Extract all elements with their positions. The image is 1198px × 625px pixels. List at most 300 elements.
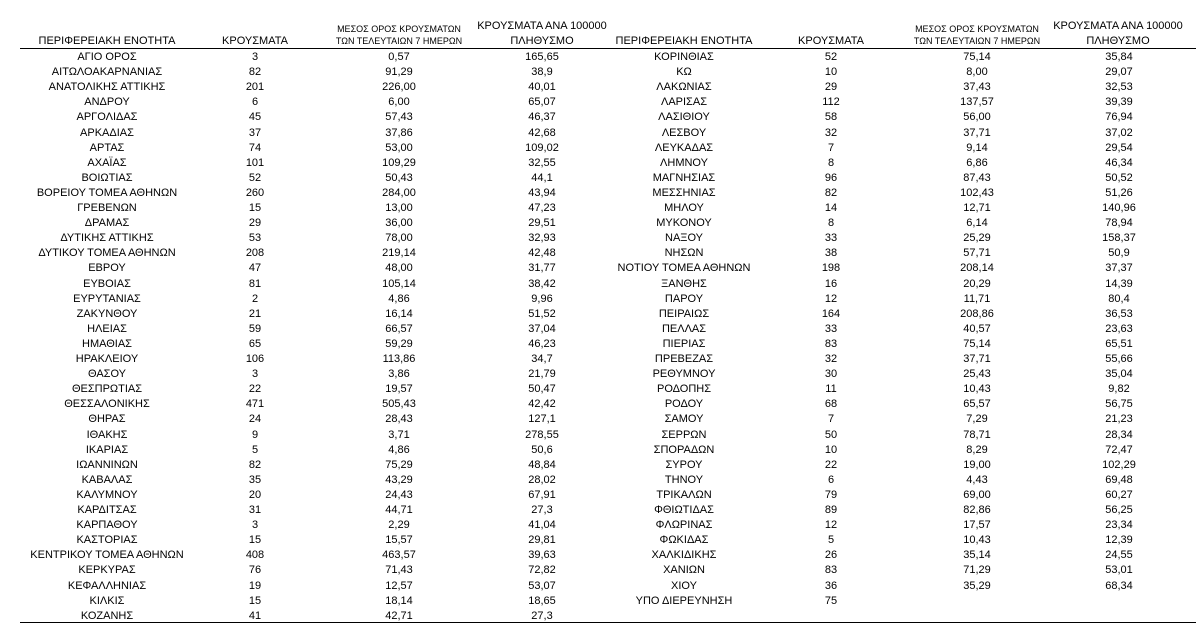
left-cell-region: ΘΗΡΑΣ xyxy=(88,413,126,426)
left-cell-region: ΚΑΣΤΟΡΙΑΣ xyxy=(76,534,138,547)
table-row xyxy=(0,337,1198,352)
right-cell-cases: 16 xyxy=(824,277,838,290)
left-cell-per100k: 38,9 xyxy=(531,66,553,79)
right-cell-avg7d: 71,29 xyxy=(963,564,991,577)
left-cell-region: ΗΡΑΚΛΕΙΟΥ xyxy=(75,353,139,365)
right-cell-region: ΦΛΩΡΙΝΑΣ xyxy=(655,519,713,532)
left-cell-avg7d: 4,86 xyxy=(388,443,410,456)
right-cell-avg7d: 35,14 xyxy=(963,549,991,562)
left-cell-region: ΗΛΕΙΑΣ xyxy=(87,322,127,335)
left-cell-per100k: 41,04 xyxy=(528,519,556,532)
right-cell-region: ΣΥΡΟΥ xyxy=(665,458,703,471)
right-cell-avg7d: 12,71 xyxy=(963,202,991,214)
left-cell-avg7d: 2,29 xyxy=(388,519,410,532)
left-cell-per100k: 46,37 xyxy=(528,111,556,124)
left-cell-per100k: 42,48 xyxy=(528,247,556,260)
left-cell-cases: 5 xyxy=(251,443,259,456)
left-cell-cases: 101 xyxy=(245,156,265,169)
left-header-avg-line2: ΤΩΝ ΤΕΛΕΥΤΑΙΩΝ 7 ΗΜΕΡΩΝ xyxy=(335,36,463,46)
left-cell-cases: 260 xyxy=(245,186,265,199)
right-cell-avg7d: 19,00 xyxy=(963,458,991,471)
left-cell-per100k: 165,65 xyxy=(525,51,559,63)
left-cell-region: ΚΕΡΚΥΡΑΣ xyxy=(78,564,136,577)
left-cell-region: ΑΡΚΑΔΙΑΣ xyxy=(80,126,134,139)
right-cell-cases: 52 xyxy=(824,51,838,63)
right-cell-per100k: 23,63 xyxy=(1105,322,1133,335)
right-cell-region: ΣΑΜΟΥ xyxy=(664,413,704,426)
left-cell-cases: 31 xyxy=(248,504,262,516)
right-cell-avg7d: 37,71 xyxy=(963,126,991,139)
left-cell-region: ΘΕΣΠΡΩΤΙΑΣ xyxy=(71,383,143,396)
right-cell-avg7d: 4,43 xyxy=(966,473,988,486)
right-cell-cases: 112 xyxy=(822,96,840,109)
left-cell-avg7d: 463,57 xyxy=(382,549,416,562)
right-cell-cases: 8 xyxy=(827,156,835,169)
right-cell-region: ΛΕΣΒΟΥ xyxy=(661,126,707,139)
table-row xyxy=(0,397,1198,412)
right-cell-cases: 11 xyxy=(825,383,837,396)
left-header-avg-line1: ΜΕΣΟΣ ΟΡΟΣ ΚΡΟΥΣΜΑΤΩΝ xyxy=(337,24,461,34)
right-cell-per100k: 140,96 xyxy=(1102,202,1136,214)
right-cell-cases: 32 xyxy=(824,126,838,139)
left-cell-avg7d: 0,57 xyxy=(388,51,410,63)
right-cell-cases: 58 xyxy=(824,111,838,124)
left-cell-region: ΑΡΤΑΣ xyxy=(89,141,125,154)
right-cell-avg7d: 65,57 xyxy=(963,398,991,411)
left-cell-per100k: 32,55 xyxy=(528,156,556,169)
left-cell-cases: 81 xyxy=(248,277,262,290)
right-cell-avg7d: 208,86 xyxy=(960,307,994,320)
left-cell-per100k: 42,42 xyxy=(528,398,556,411)
table-row xyxy=(0,458,1198,473)
right-cell-cases: 12 xyxy=(824,292,838,305)
table-row xyxy=(0,563,1198,578)
left-cell-avg7d: 50,43 xyxy=(385,171,413,184)
right-cell-cases: 38 xyxy=(824,247,838,260)
left-cell-region: ΚΑΡΠΑΘΟΥ xyxy=(76,519,138,532)
left-cell-avg7d: 75,29 xyxy=(385,458,413,471)
right-cell-per100k: 36,53 xyxy=(1105,307,1133,320)
table-row xyxy=(0,80,1198,95)
right-cell-cases: 6 xyxy=(827,473,835,486)
table-row xyxy=(0,126,1198,141)
left-cell-avg7d: 44,71 xyxy=(385,504,413,516)
right-header-region: ΠΕΡΙΦΕΡΕΙΑΚΗ ΕΝΟΤΗΤΑ xyxy=(615,35,753,47)
table-row xyxy=(0,579,1198,594)
right-header-cases: ΚΡΟΥΣΜΑΤΑ xyxy=(798,35,864,47)
left-cell-avg7d: 59,29 xyxy=(385,337,413,350)
right-header-per-line2: ΠΛΗΘΥΣΜΟ xyxy=(1086,35,1150,47)
left-cell-avg7d: 6,00 xyxy=(388,96,410,109)
left-cell-cases: 471 xyxy=(245,398,265,411)
left-cell-avg7d: 16,14 xyxy=(385,307,413,320)
left-cell-region: ΒΟΙΩΤΙΑΣ xyxy=(81,171,133,184)
right-header-avg-line2: ΤΩΝ ΤΕΛΕΥΤΑΙΩΝ 7 ΗΜΕΡΩΝ xyxy=(913,36,1041,46)
right-cell-avg7d: 40,57 xyxy=(963,322,991,335)
right-cell-avg7d: 137,57 xyxy=(960,96,994,109)
left-cell-avg7d: 78,00 xyxy=(385,232,413,245)
right-cell-region: ΜΥΚΟΝΟΥ xyxy=(656,217,712,230)
right-cell-avg7d: 7,29 xyxy=(966,413,988,426)
left-cell-region: ΑΝΑΤΟΛΙΚΗΣ ΑΤΤΙΚΗΣ xyxy=(48,81,166,94)
header-divider xyxy=(20,48,1196,49)
table-row xyxy=(0,518,1198,533)
right-cell-avg7d: 102,43 xyxy=(960,186,994,199)
left-cell-per100k: 29,51 xyxy=(528,217,556,230)
right-cell-avg7d: 208,14 xyxy=(960,262,994,275)
right-cell-cases: 82 xyxy=(824,186,838,199)
left-cell-region: ΑΡΓΟΛΙΔΑΣ xyxy=(76,111,138,124)
table-row xyxy=(0,352,1198,367)
table-row xyxy=(0,246,1198,261)
left-cell-cases: 106 xyxy=(245,353,265,365)
right-cell-per100k: 35,84 xyxy=(1105,51,1133,63)
left-cell-region: ΘΕΣΣΑΛΟΝΙΚΗΣ xyxy=(64,398,150,411)
right-cell-avg7d: 8,00 xyxy=(966,66,988,79)
left-cell-per100k: 67,91 xyxy=(528,488,556,501)
right-cell-cases: 164 xyxy=(821,307,841,320)
right-cell-region: ΧΑΛΚΙΔΙΚΗΣ xyxy=(651,549,717,562)
right-cell-region: ΧΑΝΙΩΝ xyxy=(663,564,705,577)
left-cell-per100k: 27,3 xyxy=(531,609,553,622)
right-cell-per100k: 76,94 xyxy=(1105,111,1133,124)
left-cell-region: ΑΧΑΪΑΣ xyxy=(87,156,127,169)
right-cell-per100k: 28,34 xyxy=(1105,428,1133,441)
right-cell-per100k: 56,75 xyxy=(1105,398,1133,411)
left-cell-cases: 35 xyxy=(248,473,262,486)
left-cell-region: ΚΑΛΥΜΝΟΥ xyxy=(76,488,138,501)
left-cell-region: ΚΑΒΑΛΑΣ xyxy=(81,473,133,486)
right-cell-cases: 14 xyxy=(824,202,838,214)
right-cell-per100k: 24,55 xyxy=(1105,549,1133,562)
left-cell-region: ΕΒΡΟΥ xyxy=(88,262,126,275)
right-cell-per100k: 21,23 xyxy=(1105,413,1133,426)
right-cell-per100k: 72,47 xyxy=(1105,443,1133,456)
right-cell-cases: 75 xyxy=(824,594,838,607)
right-cell-per100k: 51,26 xyxy=(1105,186,1133,199)
right-cell-avg7d: 20,29 xyxy=(963,277,991,290)
right-cell-per100k: 46,34 xyxy=(1105,156,1133,169)
left-cell-avg7d: 505,43 xyxy=(382,398,416,411)
right-cell-avg7d: 75,14 xyxy=(963,337,991,350)
right-cell-cases: 7 xyxy=(827,413,835,426)
left-cell-per100k: 18,65 xyxy=(528,594,556,607)
left-cell-cases: 74 xyxy=(248,141,262,154)
left-cell-avg7d: 18,14 xyxy=(385,594,413,607)
right-cell-cases: 89 xyxy=(824,504,838,516)
left-cell-cases: 3 xyxy=(251,368,259,381)
left-cell-cases: 15 xyxy=(248,534,262,547)
left-cell-cases: 15 xyxy=(248,202,262,214)
left-header-cases: ΚΡΟΥΣΜΑΤΑ xyxy=(222,35,288,47)
right-cell-avg7d: 37,43 xyxy=(963,81,991,94)
right-cell-cases: 8 xyxy=(827,217,835,230)
right-cell-cases: 5 xyxy=(827,534,835,547)
left-cell-per100k: 28,02 xyxy=(528,473,556,486)
left-cell-region: ΚΕΝΤΡΙΚΟΥ ΤΟΜΕΑ ΑΘΗΝΩΝ xyxy=(30,549,184,562)
right-cell-avg7d: 69,00 xyxy=(963,488,991,501)
left-cell-region: ΙΩΑΝΝΙΝΩΝ xyxy=(76,458,138,471)
left-header-per-line2: ΠΛΗΘΥΣΜΟ xyxy=(510,35,574,47)
footer-divider xyxy=(20,622,1196,623)
right-cell-region: ΣΠΟΡΑΔΩΝ xyxy=(653,443,715,456)
right-cell-per100k: 68,34 xyxy=(1105,579,1133,592)
left-cell-cases: 9 xyxy=(251,428,259,441)
left-cell-per100k: 34,7 xyxy=(531,353,553,365)
left-cell-per100k: 65,07 xyxy=(528,96,556,109)
right-cell-region: ΠΕΛΛΑΣ xyxy=(661,322,707,335)
left-cell-cases: 76 xyxy=(248,564,262,577)
left-cell-per100k: 38,42 xyxy=(528,277,556,290)
left-cell-avg7d: 42,71 xyxy=(385,609,413,622)
table-row xyxy=(0,50,1198,65)
right-cell-avg7d: 10,43 xyxy=(963,534,991,547)
right-cell-cases: 33 xyxy=(824,232,838,245)
left-cell-per100k: 50,47 xyxy=(528,383,556,396)
right-cell-cases: 29 xyxy=(824,81,838,94)
left-cell-region: ΖΑΚΥΝΘΟΥ xyxy=(76,307,138,320)
left-cell-cases: 65 xyxy=(248,337,262,350)
right-cell-avg7d: 9,14 xyxy=(966,141,988,154)
left-cell-cases: 53 xyxy=(248,232,262,245)
right-cell-cases: 26 xyxy=(824,549,838,562)
right-cell-cases: 12 xyxy=(824,519,838,532)
right-cell-per100k: 12,39 xyxy=(1105,534,1133,547)
right-cell-per100k: 69,48 xyxy=(1105,473,1133,486)
right-cell-region: ΠΙΕΡΙΑΣ xyxy=(662,337,706,350)
table-row xyxy=(0,594,1198,609)
right-cell-per100k: 23,34 xyxy=(1105,519,1133,532)
right-cell-region: ΠΕΙΡΑΙΩΣ xyxy=(658,307,710,320)
left-cell-cases: 201 xyxy=(245,81,265,94)
left-cell-region: ΑΝΔΡΟΥ xyxy=(84,96,130,109)
left-cell-region: ΔΡΑΜΑΣ xyxy=(84,217,130,230)
right-cell-region: ΚΩ xyxy=(676,66,692,79)
left-cell-per100k: 72,82 xyxy=(528,564,556,577)
left-cell-avg7d: 3,86 xyxy=(388,368,410,381)
table-row xyxy=(0,322,1198,337)
right-header-avg-line1: ΜΕΣΟΣ ΟΡΟΣ ΚΡΟΥΣΜΑΤΩΝ xyxy=(915,24,1039,34)
table-row xyxy=(0,548,1198,563)
right-cell-avg7d: 6,86 xyxy=(966,156,988,169)
left-cell-cases: 82 xyxy=(248,66,262,79)
right-cell-region: ΛΑΣΙΘΙΟΥ xyxy=(658,111,710,124)
table-row xyxy=(0,367,1198,382)
left-cell-avg7d: 24,43 xyxy=(385,488,413,501)
left-cell-per100k: 32,93 xyxy=(528,232,556,245)
left-cell-avg7d: 48,00 xyxy=(385,262,413,275)
right-cell-cases: 32 xyxy=(824,353,838,365)
right-cell-avg7d: 6,14 xyxy=(966,217,988,230)
left-cell-cases: 15 xyxy=(248,594,262,607)
right-cell-avg7d: 37,71 xyxy=(963,353,991,365)
left-cell-per100k: 37,04 xyxy=(528,322,556,335)
table-row xyxy=(0,533,1198,548)
right-cell-avg7d: 25,29 xyxy=(963,232,991,245)
left-cell-region: ΕΥΒΟΙΑΣ xyxy=(83,277,131,290)
right-cell-per100k: 50,52 xyxy=(1105,171,1133,184)
table-row xyxy=(0,216,1198,231)
table-row xyxy=(0,156,1198,171)
left-cell-avg7d: 4,86 xyxy=(388,292,410,305)
right-cell-cases: 83 xyxy=(824,564,838,577)
right-cell-per100k: 37,37 xyxy=(1105,262,1133,275)
right-cell-per100k: 35,04 xyxy=(1105,368,1133,381)
right-cell-per100k: 37,02 xyxy=(1105,126,1133,139)
left-header-per-line1: ΚΡΟΥΣΜΑΤΑ ΑΝΑ 100000 xyxy=(477,20,607,32)
right-cell-region: ΡΟΔΟΠΗΣ xyxy=(656,383,712,396)
right-cell-region: ΜΕΣΣΗΝΙΑΣ xyxy=(652,186,716,199)
left-cell-avg7d: 284,00 xyxy=(382,186,416,199)
left-cell-avg7d: 3,71 xyxy=(388,428,410,441)
right-cell-avg7d: 57,71 xyxy=(963,247,991,260)
table-row xyxy=(0,473,1198,488)
left-cell-cases: 3 xyxy=(251,51,259,63)
table-row xyxy=(0,231,1198,246)
table-row xyxy=(0,443,1198,458)
left-cell-per100k: 43,94 xyxy=(528,186,556,199)
left-cell-cases: 6 xyxy=(251,96,259,109)
right-cell-cases: 198 xyxy=(821,262,841,275)
right-cell-region: ΤΗΝΟΥ xyxy=(664,473,704,486)
left-cell-region: ΔΥΤΙΚΟΥ ΤΟΜΕΑ ΑΘΗΝΩΝ xyxy=(38,247,176,260)
left-cell-avg7d: 226,00 xyxy=(382,81,416,94)
right-cell-avg7d: 87,43 xyxy=(963,171,991,184)
right-cell-per100k: 9,82 xyxy=(1108,383,1130,396)
right-cell-avg7d: 78,71 xyxy=(963,428,991,441)
right-cell-cases: 96 xyxy=(824,171,838,184)
left-cell-per100k: 29,81 xyxy=(528,534,556,547)
left-cell-avg7d: 13,00 xyxy=(385,202,413,214)
right-cell-region: ΝΑΞΟΥ xyxy=(665,232,703,245)
right-cell-region: ΝΟΤΙΟΥ ΤΟΜΕΑ ΑΘΗΝΩΝ xyxy=(617,262,751,275)
left-cell-per100k: 39,63 xyxy=(528,549,556,562)
right-cell-cases: 22 xyxy=(824,458,838,471)
table-row xyxy=(0,307,1198,322)
left-cell-per100k: 46,23 xyxy=(528,337,556,350)
left-cell-cases: 3 xyxy=(251,519,259,532)
right-cell-per100k: 60,27 xyxy=(1105,488,1133,501)
left-cell-per100k: 48,84 xyxy=(528,458,556,471)
left-cell-per100k: 51,52 xyxy=(528,307,556,320)
left-cell-per100k: 127,1 xyxy=(528,413,556,426)
left-cell-cases: 2 xyxy=(251,292,259,305)
right-cell-avg7d: 75,14 xyxy=(963,51,991,63)
left-cell-avg7d: 109,29 xyxy=(382,156,416,169)
right-cell-cases: 10 xyxy=(824,66,838,79)
left-cell-cases: 52 xyxy=(248,171,262,184)
left-cell-region: ΗΜΑΘΙΑΣ xyxy=(82,337,132,350)
left-cell-region: ΓΡΕΒΕΝΩΝ xyxy=(77,202,137,214)
right-cell-cases: 7 xyxy=(827,141,835,154)
right-cell-cases: 30 xyxy=(824,368,838,381)
left-cell-avg7d: 66,57 xyxy=(385,322,413,335)
left-cell-per100k: 21,79 xyxy=(528,368,556,381)
right-cell-avg7d: 56,00 xyxy=(963,111,991,124)
left-cell-cases: 208 xyxy=(245,247,265,260)
left-cell-per100k: 278,55 xyxy=(525,428,559,441)
left-cell-avg7d: 15,57 xyxy=(385,534,413,547)
left-cell-per100k: 47,23 xyxy=(528,202,556,214)
right-header-per-line1: ΚΡΟΥΣΜΑΤΑ ΑΝΑ 100000 xyxy=(1053,20,1183,32)
left-cell-region: ΑΓΙΟ ΟΡΟΣ xyxy=(77,51,137,63)
left-cell-avg7d: 19,57 xyxy=(385,383,413,396)
left-cell-region: ΚΕΦΑΛΛΗΝΙΑΣ xyxy=(67,579,147,592)
right-cell-region: ΡΕΘΥΜΝΟΥ xyxy=(652,368,716,381)
left-cell-region: ΚΟΖΑΝΗΣ xyxy=(80,609,134,622)
left-cell-cases: 21 xyxy=(248,307,262,320)
table-row xyxy=(0,428,1198,443)
right-cell-per100k: 29,54 xyxy=(1105,141,1133,154)
left-cell-cases: 59 xyxy=(248,322,262,335)
right-cell-per100k: 50,9 xyxy=(1108,247,1130,260)
right-cell-per100k: 14,39 xyxy=(1105,277,1133,290)
table-row xyxy=(0,110,1198,125)
left-cell-cases: 24 xyxy=(248,413,262,426)
right-cell-cases: 50 xyxy=(824,428,838,441)
right-cell-per100k: 102,29 xyxy=(1102,458,1136,471)
right-cell-avg7d: 35,29 xyxy=(963,579,991,592)
left-cell-region: ΒΟΡΕΙΟΥ ΤΟΜΕΑ ΑΘΗΝΩΝ xyxy=(36,186,178,199)
right-cell-per100k: 53,01 xyxy=(1105,564,1133,577)
right-cell-per100k: 78,94 xyxy=(1105,217,1133,230)
right-cell-region: ΞΑΝΘΗΣ xyxy=(661,277,707,290)
right-cell-per100k: 65,51 xyxy=(1105,337,1133,350)
left-cell-avg7d: 57,43 xyxy=(385,111,413,124)
left-header-region: ΠΕΡΙΦΕΡΕΙΑΚΗ ΕΝΟΤΗΤΑ xyxy=(38,35,176,47)
right-cell-region: ΠΑΡΟΥ xyxy=(664,292,704,305)
left-cell-avg7d: 43,29 xyxy=(385,473,413,486)
table-row xyxy=(0,412,1198,427)
right-cell-region: ΜΗΛΟΥ xyxy=(664,202,704,214)
right-cell-per100k: 39,39 xyxy=(1105,96,1133,109)
left-cell-cases: 29 xyxy=(248,217,262,230)
left-cell-cases: 20 xyxy=(248,488,262,501)
left-cell-cases: 45 xyxy=(248,111,262,124)
right-cell-region: ΛΗΜΝΟΥ xyxy=(660,156,708,169)
table-row xyxy=(0,141,1198,156)
right-cell-cases: 83 xyxy=(824,337,838,350)
right-cell-region: ΦΩΚΙΔΑΣ xyxy=(659,534,709,547)
left-cell-avg7d: 12,57 xyxy=(385,579,413,592)
left-cell-region: ΚΙΛΚΙΣ xyxy=(89,594,125,607)
table-row xyxy=(0,488,1198,503)
right-cell-region: ΡΟΔΟΥ xyxy=(664,398,704,411)
right-cell-per100k: 56,25 xyxy=(1105,504,1133,516)
left-cell-cases: 47 xyxy=(248,262,262,275)
right-cell-avg7d: 11,71 xyxy=(963,292,991,305)
right-cell-region: ΣΕΡΡΩΝ xyxy=(661,428,707,441)
left-cell-per100k: 40,01 xyxy=(528,81,556,94)
right-cell-per100k: 29,07 xyxy=(1105,66,1133,79)
right-cell-avg7d: 82,86 xyxy=(963,504,991,516)
right-cell-region: ΚΟΡΙΝΘΙΑΣ xyxy=(654,51,714,63)
left-cell-region: ΚΑΡΔΙΤΣΑΣ xyxy=(77,504,137,516)
left-cell-cases: 19 xyxy=(248,579,262,592)
right-cell-avg7d: 10,43 xyxy=(963,383,991,396)
table-row xyxy=(0,201,1198,216)
left-cell-region: ΔΥΤΙΚΗΣ ΑΤΤΙΚΗΣ xyxy=(60,232,154,245)
right-cell-region: ΝΗΣΩΝ xyxy=(664,247,704,260)
right-cell-cases: 33 xyxy=(824,322,838,335)
right-cell-cases: 68 xyxy=(824,398,838,411)
left-cell-avg7d: 219,14 xyxy=(382,247,416,260)
left-cell-region: ΑΙΤΩΛΟΑΚΑΡΝΑΝΙΑΣ xyxy=(51,66,163,79)
table-row xyxy=(0,186,1198,201)
left-cell-avg7d: 28,43 xyxy=(385,413,413,426)
right-cell-region: ΜΑΓΝΗΣΙΑΣ xyxy=(652,171,716,184)
left-cell-per100k: 50,6 xyxy=(531,443,553,456)
